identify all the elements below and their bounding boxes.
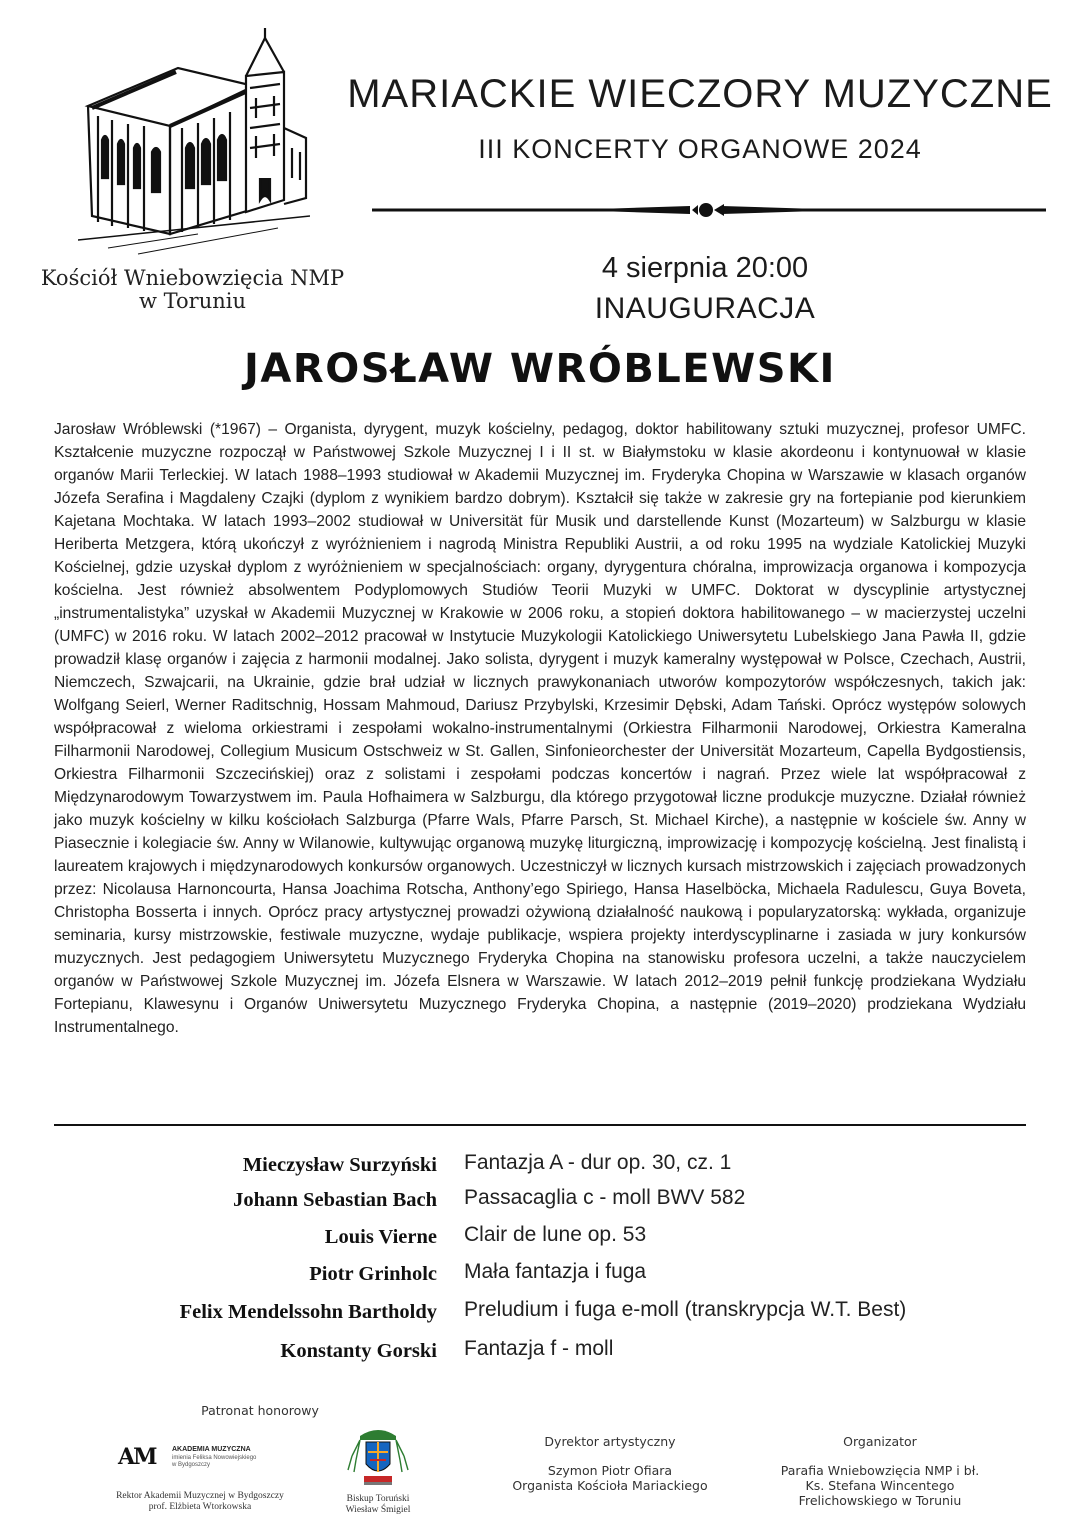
bishop-name: Wiesław Śmigiel [345, 1505, 411, 1515]
academy-logo [118, 1444, 288, 1476]
festival-title: MARIACKIE WIECZORY MUZYCZNE [347, 72, 1053, 116]
bishop-caption: Biskup Toruński [346, 1494, 410, 1504]
bishop-coat-of-arms-icon [346, 1426, 410, 1488]
piece-title: Fantazja A - dur op. 30, cz. 1 [464, 1151, 732, 1174]
church-location: w Toruniu [139, 289, 246, 313]
program-item [0, 1260, 1080, 1299]
performer-name: JAROSŁAW WRÓBLEWSKI [244, 346, 836, 392]
academy-rector: prof. Elżbieta Wtorkowska [148, 1502, 252, 1512]
organizer-line: Parafia Wniebowzięcia NMP i bł. [780, 1463, 980, 1478]
director-name: Szymon Piotr Ofiara [547, 1463, 673, 1478]
organizer-line: Frelichowskiego w Toruniu [798, 1493, 962, 1508]
piece-title: Preludium i fuga e-moll (transkrypcja W.T. Best) [464, 1298, 907, 1321]
composer-name: Piotr Grinholc [309, 1263, 437, 1285]
organizer-label: Organizator [843, 1434, 917, 1449]
academy-logo-mark: AM [118, 1444, 156, 1470]
piece-title: Passacaglia c - moll BWV 582 [464, 1186, 746, 1209]
piece-title: Fantazja f - moll [464, 1337, 614, 1360]
academy-caption: Rektor Akademii Muzycznej w Bydgoszczy [116, 1491, 284, 1501]
ornamental-divider [372, 196, 1046, 226]
section-divider [54, 1124, 1026, 1126]
program-item [0, 1223, 1080, 1262]
event-label: INAUGURACJA [594, 292, 816, 325]
organizer-line: Ks. Stefana Wincentego [805, 1478, 955, 1493]
program-item [0, 1337, 1080, 1376]
academy-logo-subcaption: w Bydgoszczy [172, 1462, 211, 1468]
composer-name: Louis Vierne [324, 1226, 437, 1248]
composer-name: Johann Sebastian Bach [233, 1189, 437, 1211]
festival-subtitle: III KONCERTY ORGANOWE 2024 [478, 134, 922, 164]
program-item [0, 1151, 1080, 1190]
academy-logo-caption: AKADEMIA MUZYCZNA [172, 1446, 251, 1453]
director-role: Organista Kościoła Mariackiego [512, 1478, 708, 1493]
composer-name: Konstanty Gorski [280, 1340, 437, 1362]
composer-name: Mieczysław Surzyński [242, 1154, 437, 1176]
program-item [0, 1186, 1080, 1225]
program-item [0, 1298, 1080, 1337]
church-illustration [78, 28, 310, 258]
piece-title: Clair de lune op. 53 [464, 1223, 647, 1246]
piece-title: Mała fantazja i fuga [464, 1260, 647, 1283]
composer-name: Felix Mendelssohn Bartholdy [179, 1301, 437, 1323]
performer-biography: Jarosław Wróblewski (*1967) – Organista, dyrygent, muzyk kościelny, pedagog, doktor habilitowany sztuki muzycznej, profesor UMFC. Kształcenie muzyczne rozpoczął w Państwowej Szkole Muzycznej I i II st. w Białymstoku w klasie akordeonu i kontynuował w klasie organów Marii Terleckiej. W latach 1988–1993 studiował w Akademii Muzycznej im. Fryderyka Chopina w Warszawie w klasach organów Józefa Serafina i Magdaleny Czajki (dyplom z wynikiem bardzo dobrym). Kształcił się także w zakresie gry na fortepianie pod kierunkiem Kajetana Mochtaka. W latach 1993–2002 studiował w Universität für Musik und darstellende Kunst (Mozarteum) w Salzburgu w klasie Heriberta Metzgera, którą ukończył z wyróżnieniem i nagrodą Ministra Republiki Austrii, a od roku 1995 na wydziale Katolickiej Muzyki Kościelnej, gdzie uzyskał dyplom z wyróżnieniem w specjalnościach: organy, dyrygentura chóralna, improwizacja organowa i kompozycja kościelna. Jest również absolwentem Podyplomowych Studiów Teorii Muzyki w UMFC. Doktorat w dyscyplinie artystycznej „instrumentalistyka” uzyskał w Akademii Muzycznej w Krakowie w 2006 roku, a stopień doktora habilitowanego – w macierzystej uczelni (UMFC) w 2016 roku. W latach 2002–2012 pracował w Instytucie Muzykologii Katolickiego Uniwersytetu Lubelskiego Jana Pawła II, gdzie prowadził klasę organów i zajęcia z harmonii modalnej. Jako solista, dyrygent i muzyk kameralny występował w Polsce, Czechach, Austrii, Niemczech, Szwajcarii, na Ukrainie, gdzie brał udział w licznych prawykonaniach utworów kompozytorów współczesnych, takich jak: Wolfgang Seierl, Werner Raditschnig, Hossam Mahmoud, Dariusz Przybylski, Krzesimir Dębski, Adam Tański. Oprócz występów solowych współpracował z wieloma orkiestrami i zespołami wokalno-instrumentalnymi (Orkiestra Filharmonii Narodowej, Orkiestra Kameralna Filharmonii Narodowej, Collegium Musicum Ostschweiz w St. Gallen, Sinfonieorchester der Universität Mozarteum, Capella Bydgostiensis, Orkiestra Filharmonii Szczecińskiej) oraz z solistami i zespołami podczas koncertów i nagrań. Przez wiele lat współpracował z Międzynarodowym Towarzystwem im. Paula Hofhaimera w Salzburgu, dla którego przygotował liczne produkcje muzyczne. Działał również jako muzyk kościelny w kilku kościołach Salzburga (Pfarre Wals, Pfarre Parsch, St. Michael Kirche), a następnie w kościele św. Anny w Piasecznie i kolegiacie św. Anny w Wilanowie, kultywując organową muzykę liturgiczną, improwizację i kompozycję kościelną. Jest finalistą i laureatem krajowych i międzynarodowych konkursów organowych. Uczestniczył w licznych kursach mistrzowskich i zajęciach prowadzonych przez: Nicolausa Harnoncourta, Hansa Joachima Rotscha, Anthony’ego Spiriego, Hansa Haselböcka, Michaela Radulescu, Guya Boveta, Christopha Bosserta i innych. Oprócz pracy artystycznej prowadzi ożywioną działalność naukową i popularyzatorską: wykłada, organizuje seminaria, kursy mistrzowskie, festiwale muzyczne, wydaje publikacje, wspiera projekty interdyscyplinarne i zasiada w jury konkursów muzycznych. Jest pedagogiem Uniwersytetu Muzycznego Fryderyka Chopina na stanowisku profesora uczelni, a także nauczycielem organów w Państwowej Szkole Muzycznej im. Józefa Elsnera w Warszawie. W latach 2012–2019 pełnił funkcję prodziekana Wydziału Fortepianu, Klawesynu i Organów Uniwersytetu Muzycznego Fryderyka Chopina, a następnie (2019–2020) prodziekana Wydziału Instrumentalnego. [54, 421, 1026, 1036]
director-label: Dyrektor artystyczny [544, 1434, 676, 1449]
academy-logo-subcaption: imienia Feliksa Nowowiejskiego [172, 1455, 257, 1461]
event-date-time: 4 sierpnia 20:00 [601, 252, 809, 284]
church-name: Kościół Wniebowzięcia NMP [40, 266, 345, 290]
patronage-label: Patronat honorowy [201, 1403, 319, 1418]
